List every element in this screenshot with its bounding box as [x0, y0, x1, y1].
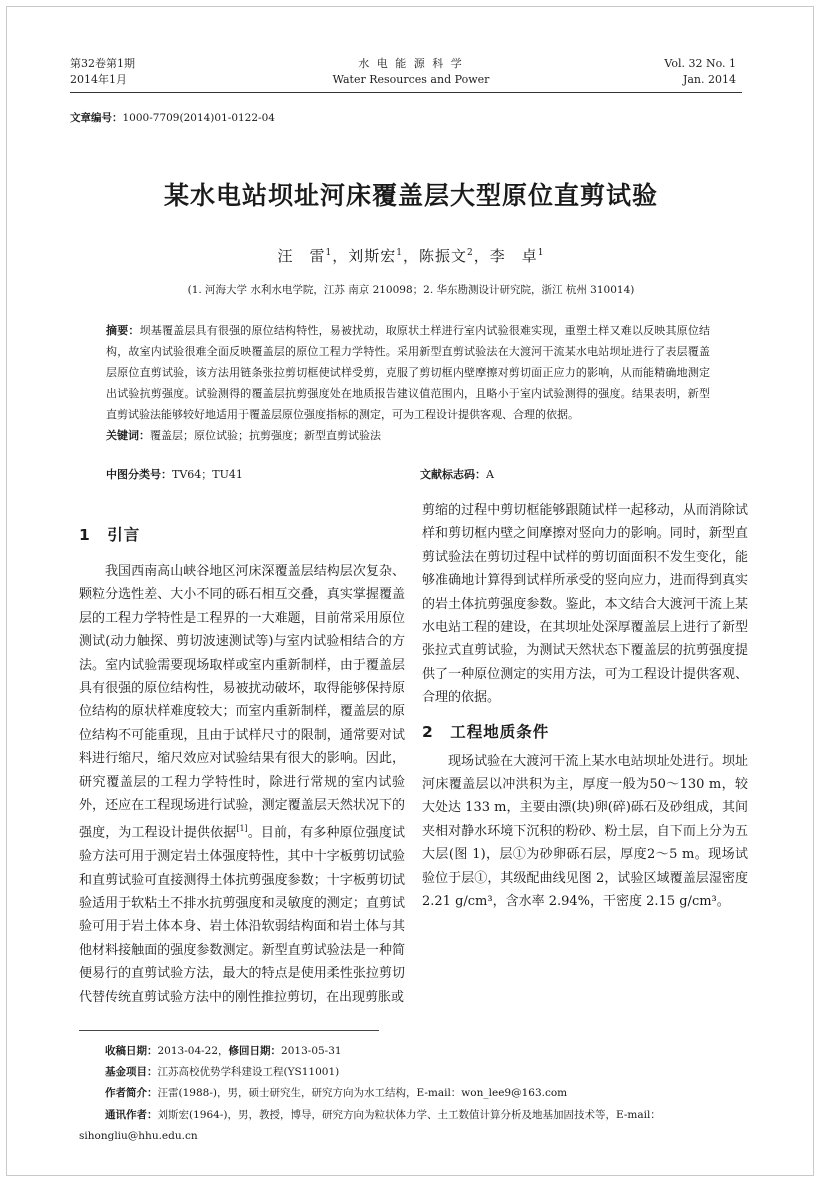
abstract-block — [106, 320, 710, 446]
received-value: 2013-04-22， — [157, 1045, 229, 1057]
keywords — [106, 425, 710, 446]
body-column-left — [79, 560, 405, 1009]
section-1-heading: 1 引言 — [79, 526, 141, 544]
author-bio-value: 汪雷(1988-)，男，硕士研究生，研究方向为水工结构，E-mail：won_lee9@163.com — [157, 1087, 568, 1100]
affiliations: (1. 河海大学 水利水电学院，江苏 南京 210098；2. 华东勘测设计研究院，浙江 杭州 310014) — [187, 284, 635, 296]
corresponding-author — [79, 1105, 749, 1126]
author-4: 李 卓 — [489, 247, 538, 265]
journal-name-cn: 水 电 能 源 科 学 — [358, 57, 464, 70]
journal-name-en: Water Resources and Power — [332, 73, 490, 86]
author-separator: ， — [473, 247, 490, 265]
footnotes — [79, 1041, 749, 1147]
section-1-text-b: 。目前，有多种原位强度试验方法可用于测定岩土体强度特性，其中十字板剪切试验和直剪试验可直接测得土体抗剪强度参数；十字板剪切试验适用于软粘土不排水抗剪强度和灵敏度的测定；直剪试验可用于岩土体本身、岩土体沿软弱结构面和岩土体与其他材料接触面的强度参数测定。新型直剪试验法是一种简便易行的直剪试验方法，最大的特点是使用柔性张拉剪切代替传统直剪试验方法中的刚性推拉剪切，在出现剪胀或 — [79, 825, 405, 1005]
document-code — [420, 466, 494, 482]
author-list — [0, 245, 822, 266]
fund-value: 江苏高校优势学科建设工程(YS11001) — [157, 1066, 340, 1079]
body-column-right — [422, 499, 748, 914]
author-2: 刘斯宏 — [348, 247, 397, 265]
citation-ref: [1] — [236, 824, 248, 834]
abstract — [106, 320, 710, 425]
volume-issue: 第32卷第1期 — [70, 57, 135, 70]
section-1-paragraph — [79, 560, 405, 1009]
author-separator: ， — [332, 247, 349, 265]
fund-label: 基金项目： — [105, 1066, 158, 1079]
corresponding-value: 刘斯宏(1964-)，男，教授，博导，研究方向为粒状体力学、土工数值计算分析及地基加固技术等，E-mail： — [157, 1108, 661, 1121]
author-3-affil: 2 — [467, 248, 474, 258]
header-rule — [70, 92, 742, 93]
revised-label: 修回日期： — [228, 1045, 282, 1057]
document-code-value: A — [486, 468, 494, 481]
keywords-text: 覆盖层；原位试验；抗剪强度；新型直剪试验法 — [150, 429, 381, 442]
author-bio — [79, 1083, 749, 1104]
clc-label: 中图分类号： — [106, 468, 172, 481]
abstract-text: 坝基覆盖层具有很强的原位结构特性，易被扰动，取原状土样进行室内试验很难实现，重塑土样又难以反映其原位结构，故室内试验很难全面反映覆盖层的原位工程力学特性。采用新型直剪试验法在大渡河干流某水电站坝址进行了表层覆盖层原位直剪试验，该方法用链条张拉剪切框使试样受剪，克服了剪切框内壁摩擦对剪切面正应力的影响，从而能精确地测定出试验抗剪强度。试验测得的覆盖层抗剪强度处在地质报告建议值范围内，且略小于室内试验测得的强度。结果表明，新型直剪试验法能够较好地适用于覆盖层原位强度指标的测定，可为工程设计提供客观、合理的依据。 — [106, 324, 711, 421]
footnote-rule — [79, 1030, 379, 1031]
article-number-label: 文章编号： — [70, 112, 123, 124]
journal-volume-en — [664, 56, 736, 88]
received-label: 收稿日期： — [105, 1045, 158, 1057]
article-number-value: 1000-7709(2014)01-0122-04 — [122, 112, 275, 124]
author-separator: ， — [402, 247, 419, 265]
author-3: 陈振文 — [419, 247, 468, 265]
author-1-affil: 1 — [325, 248, 333, 258]
section-2-paragraph: 现场试验在大渡河干流上某水电站坝址处进行。坝址河床覆盖层以冲洪积为主，厚度一般为50～130 m，较大处达 133 m，主要由漂(块)卵(碎)砾石及砂组成，其间夹相对静水环境下沉积的粉砂、粉土层，自下而上分为五大层(图 1)，层①为砂卵砾石层，厚度2～5 m。现场试验位于层①，其级配曲线见图 2，试验区域覆盖层湿密度 2.21 g/cm³，含水率 2.94%，干密度 2.15 g/cm³。 — [422, 753, 748, 910]
received-date — [79, 1041, 749, 1062]
volume-issue-en: Vol. 32 No. 1 — [664, 57, 736, 70]
issue-date-en: Jan. 2014 — [682, 73, 736, 86]
revised-value: 2013-05-31 — [281, 1045, 342, 1057]
author-2-affil: 1 — [396, 248, 403, 258]
document-code-label: 文献标志码： — [420, 468, 486, 481]
section-1-text-a: 我国西南高山峡谷地区河床深覆盖层结构层次复杂、颗粒分选性差、大小不同的砾石相互交叠，真实掌握覆盖层的工程力学特性是工程界的一大难题，目前常采用原位测试(动力触探、剪切波速测试等)与室内试验相结合的方法。室内试验需要现场取样或室内重新制样，由于覆盖层具有很强的原位结构性，易被扰动破坏，取得能够保持原位结构的原状样难度较大；而室内重新制样，覆盖层的原位结构不可能重现，且由于试样尺寸的限制，通常要对试料进行缩尺，缩尺效应对试验结果有很大的影响。因此，研究覆盖层的工程力学特性时，除进行常规的室内试验外，还应在工程现场进行试验，测定覆盖层天然状况下的强度，为工程设计提供依据 — [79, 564, 405, 841]
author-1: 汪 雷 — [277, 247, 326, 265]
fund-item — [79, 1062, 749, 1083]
abstract-label: 摘要： — [106, 324, 140, 337]
section-1-paragraph-continued: 剪缩的过程中剪切框能够跟随试样一起移动，从而消除试样和剪切框内壁之间摩擦对竖向力的影响。同时，新型直剪试验法在剪切过程中试样的剪切面面积不发生变化，能够准确地计算得到试样所承受的竖向应力，进而得到真实的岩土体抗剪强度参数。鉴此，本文结合大渡河干流上某水电站工程的建设，在其坝址处深厚覆盖层上进行了新型张拉式直剪试验，为测试天然状态下覆盖层的抗剪强度提供了一种原位测定的实用方法，可为工程设计提供客观、合理的依据。 — [422, 503, 748, 706]
corresponding-label: 通讯作者： — [105, 1108, 158, 1121]
article-number — [70, 110, 275, 125]
paper-title: 某水电站坝址河床覆盖层大型原位直剪试验 — [163, 181, 658, 210]
issue-date: 2014年1月 — [70, 73, 127, 86]
corresponding-email: sihongliu@hhu.edu.cn — [79, 1129, 198, 1142]
author-bio-label: 作者简介： — [105, 1087, 158, 1100]
clc-number — [106, 466, 243, 482]
keywords-label: 关键词： — [106, 429, 150, 442]
clc-value: TV64；TU41 — [172, 468, 243, 481]
section-2-heading: 2 工程地质条件 — [422, 722, 550, 741]
author-4-affil: 1 — [537, 248, 545, 258]
